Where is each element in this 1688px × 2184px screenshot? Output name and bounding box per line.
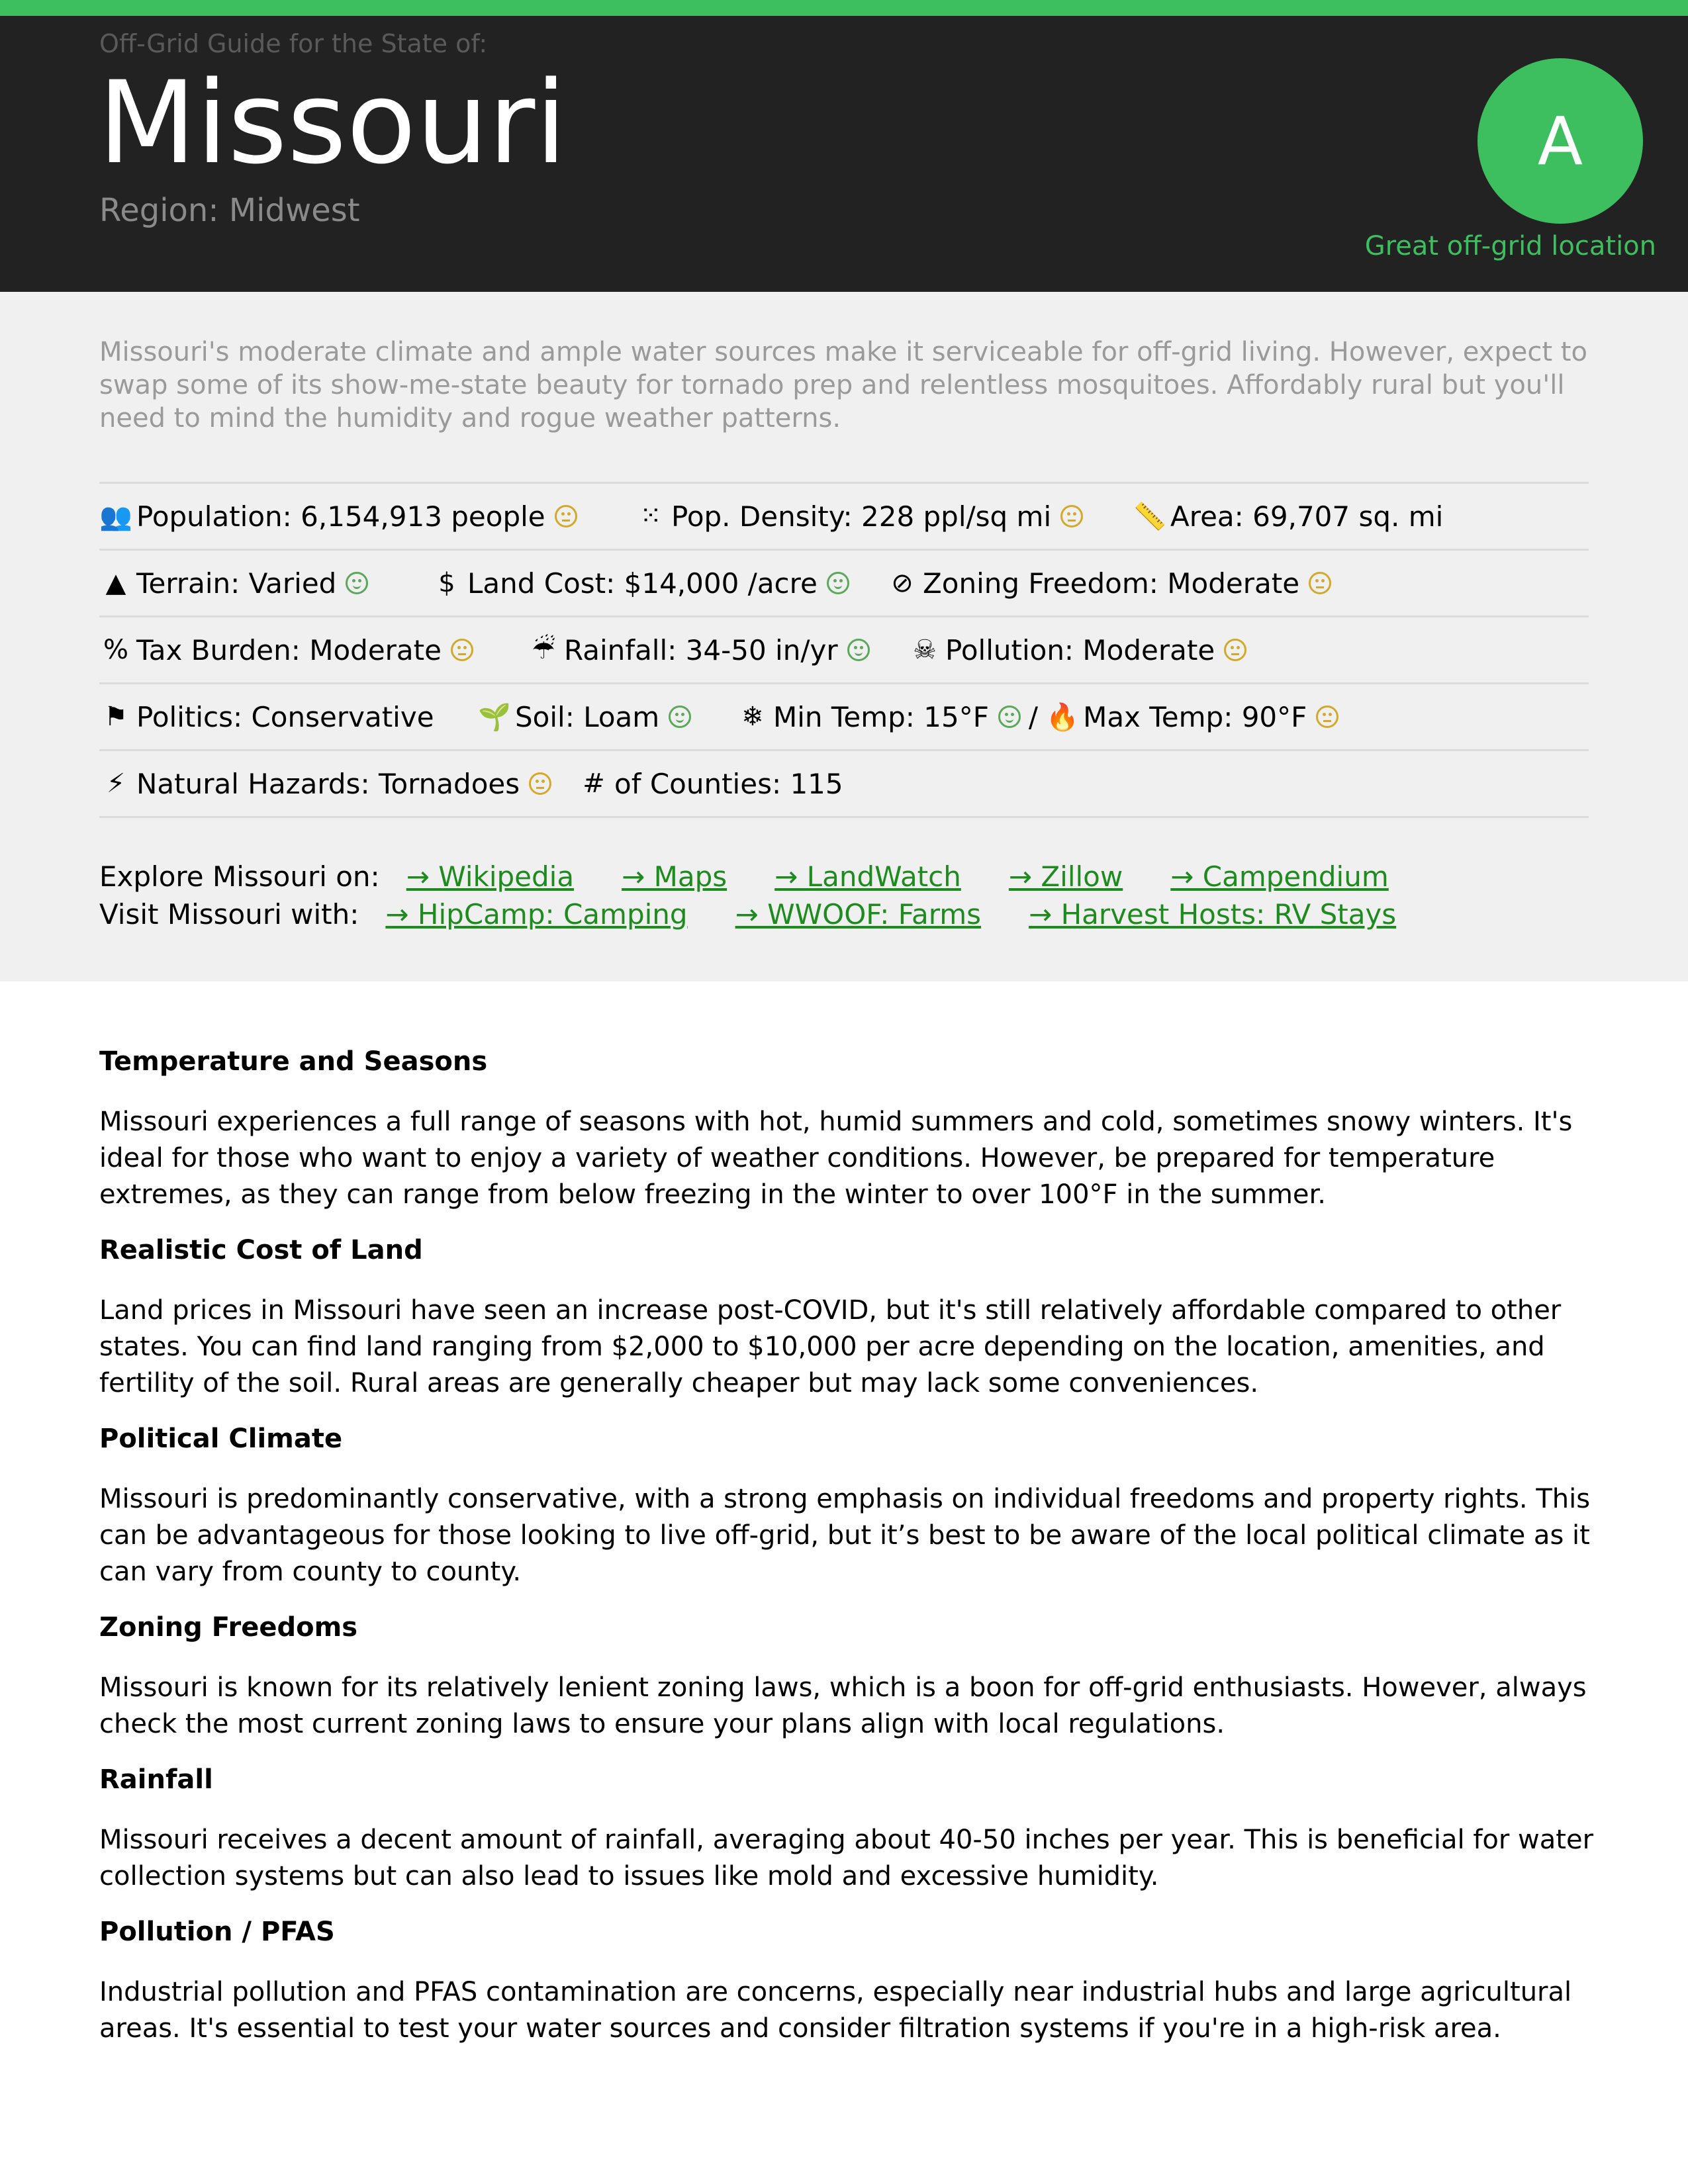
grade-badge: A [1477,58,1643,224]
stat-text: Pollution: Moderate [945,633,1215,666]
top-accent-bar [0,0,1688,16]
section-body: Missouri is predominantly conservative, with a strong emphasis on individual freedoms and property rights. This can be advantageous for those looking to live off-grid, but it’s best to be aware of the local political climate as it can vary from county to county. [99,1484,1591,1587]
snowflake-icon: ❄ [741,702,764,732]
stat-text: Politics: Conservative [136,700,434,733]
fire-icon: 🔥 [1046,702,1079,733]
article-content [99,1046,1595,2068]
happy-face-icon [827,572,849,594]
stat-density [634,484,1083,549]
summary-text: Missouri's moderate climate and ample water sources make it serviceable for off-grid living. However, expect to swap some of its show-me-state beauty for tornado prep and relentless mosquitoes. Affordably rural but you'll need to mind the humidity and rogue weather patterns. [99,337,1587,433]
happy-face-icon [346,572,368,594]
link-harvest-hosts[interactable]: → Harvest Hosts: RV Stays [1029,898,1397,931]
stats-row [99,482,1589,549]
mountain-icon: ▲ [105,568,126,598]
stat-politics [99,684,434,749]
visit-label: Visit Missouri with: [99,898,359,931]
header-kicker: Off-Grid Guide for the State of: [99,29,488,58]
stat-hazards [99,751,551,816]
section-body: Industrial pollution and PFAS contamination are concerns, especially near industrial hubs and large agricultural areas. It's essential to test your water sources and consider filtration systems if you're in a high-risk area. [99,1977,1572,2044]
link-wikipedia[interactable]: → Wikipedia [406,860,575,893]
stat-text: Rainfall: 34-50 in/yr [564,633,838,666]
stat-text: Pop. Density: 228 ppl/sq mi [671,500,1052,533]
page-title: Missouri [98,56,567,189]
stat-pollution [908,617,1246,682]
happy-face-icon [669,705,691,728]
percent-icon: % [103,635,128,665]
stat-rainfall [527,617,870,682]
stats-row [99,549,1589,615]
stats-table [99,482,1589,818]
stat-population [99,484,577,549]
stat-text: Zoning Freedom: Moderate [923,567,1300,600]
happy-face-icon [847,639,870,661]
stat-zoning [886,551,1331,615]
section-title: Political Climate [99,1424,343,1454]
section-title: Pollution / PFAS [99,1917,335,1947]
stat-land-cost [430,551,849,615]
neutral-face-icon [1060,505,1083,527]
neutral-face-icon [1309,572,1331,594]
stat-tax [99,617,473,682]
stat-counties [577,751,843,816]
stat-text: of Counties: 115 [614,767,843,800]
stat-text: Min Temp: 15°F [773,700,989,733]
explore-links-row [99,858,1396,895]
link-wwoof[interactable]: → WWOOF: Farms [735,898,982,931]
neutral-face-icon [529,772,551,795]
section-title: Rainfall [99,1764,213,1795]
stat-text: Max Temp: 90°F [1083,700,1307,733]
section-title: Zoning Freedoms [99,1612,358,1643]
stat-text: Area: 69,707 sq. mi [1170,500,1444,533]
dollar-icon: $ [438,568,455,598]
stat-area [1133,484,1443,549]
links-block [99,858,1396,933]
stat-terrain [99,551,368,615]
users-icon: 👥 [99,501,132,532]
stat-temperature [736,684,1338,749]
explore-label: Explore Missouri on: [99,860,380,893]
ban-icon: ⊘ [891,568,914,598]
ruler-icon: 📏 [1133,501,1166,532]
grid-dots-icon: ⁙ [639,501,662,531]
section-body: Missouri receives a decent amount of rainfall, averaging about 40-50 inches per year. This is beneficial for water collection systems but can also lead to issues like mold and excessive humidity. [99,1825,1594,1891]
stat-text: Land Cost: $14,000 /acre [467,567,818,600]
stat-text: Population: 6,154,913 people [136,500,545,533]
stats-row [99,682,1589,749]
happy-face-icon [998,705,1021,728]
grade-label: Great off-grid location [1364,231,1656,261]
stat-text: Natural Hazards: Tornadoes [136,767,520,800]
neutral-face-icon [1316,705,1338,728]
link-campendium[interactable]: → Campendium [1170,860,1389,893]
visit-links-row [99,895,1396,933]
section-title: Realistic Cost of Land [99,1235,423,1265]
bolt-icon: ⚡ [106,768,126,799]
stat-text: Terrain: Varied [136,567,337,600]
region-label: Region: Midwest [99,192,360,229]
link-maps[interactable]: → Maps [622,860,727,893]
section-body: Missouri experiences a full range of seasons with hot, humid summers and cold, sometimes snowy winters. It's ideal for those who want to enjoy a variety of weather conditions. However, be prepared for temperature extremes, as they can range from below freezing in the winter to over 100°F in the summer. [99,1107,1573,1210]
flag-icon: ⚑ [104,702,128,732]
cloud-rain-icon: ☔ [532,635,555,665]
stats-row [99,749,1589,818]
neutral-face-icon [451,639,473,661]
skull-icon: ☠ [913,635,937,665]
link-zillow[interactable]: → Zillow [1008,860,1123,893]
neutral-face-icon [555,505,577,527]
seedling-icon: 🌱 [478,702,511,733]
link-hipcamp[interactable]: → HipCamp: Camping [385,898,688,931]
stat-text: Soil: Loam [515,700,660,733]
section-body: Missouri is known for its relatively lenient zoning laws, which is a boon for off-grid enthusiasts. However, always check the most current zoning laws to ensure your plans align with local regulations. [99,1672,1587,1739]
temp-separator: / [1028,700,1039,733]
stat-soil [478,684,691,749]
section-body: Land prices in Missouri have seen an increase post-COVID, but it's still relatively affordable compared to other states. You can find land ranging from $2,000 to $10,000 per acre depending on the location, amenities, and fertility of the soil. Rural areas are generally cheaper but may lack some conveniences. [99,1295,1562,1398]
stat-text: Tax Burden: Moderate [136,633,442,666]
section-title: Temperature and Seasons [99,1046,488,1077]
stats-row [99,615,1589,682]
link-landwatch[interactable]: → LandWatch [774,860,961,893]
hash-icon: # [583,768,605,799]
neutral-face-icon [1224,639,1246,661]
